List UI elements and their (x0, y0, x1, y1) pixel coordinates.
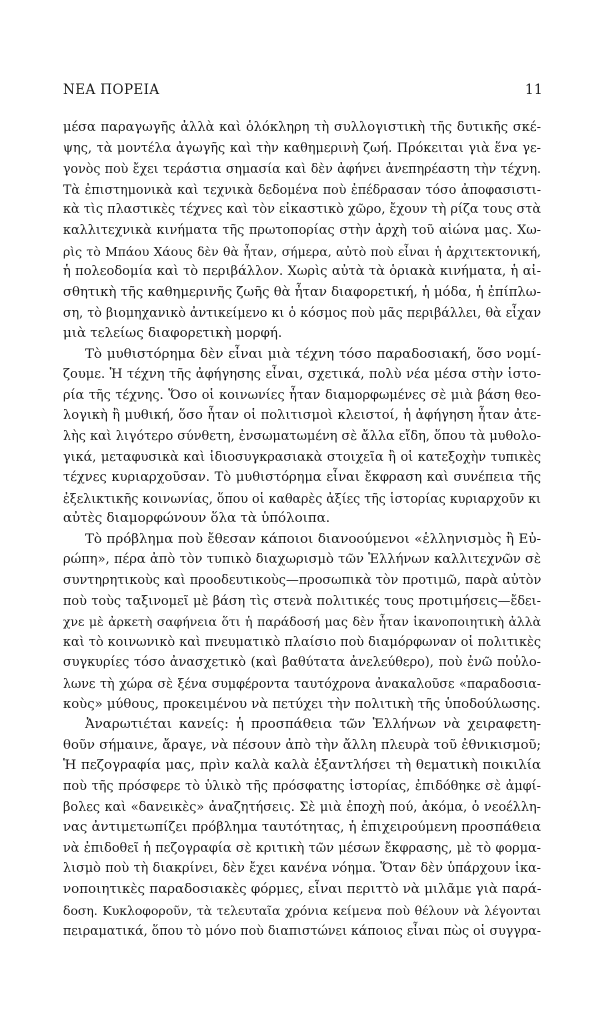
text-line: γικά, μεταφυσικὰ καὶ ἰδιοσυγκρασιακὰ στοιχεῖα ἢ οἱ κατεξοχὴν τυπικὲς (63, 449, 541, 465)
paragraph (63, 118, 541, 345)
text-line: λισμὸ ποὺ τὴ διακρίνει, δὲν ἔχει κανένα νόημα. Ὅταν δὲν ὑπάρχουν ἱκα- (63, 861, 541, 877)
running-head (63, 82, 543, 98)
text-line: ζουμε. Ἡ τέχνη τῆς ἀφήγησης εἶναι, σχετικά, πολὺ νέα μέσα στὴν ἱστο- (63, 367, 541, 383)
text-line: μιὰ τελείως διαφορετικὴ μορφή. (63, 325, 283, 341)
text-line: ρὶς τὸ Μπάου Χάους δὲν θὰ ἦταν, σήμερα, αὐτὸ ποὺ εἶναι ἡ ἀρχιτεκτονική, (63, 243, 541, 259)
text-line: ρώπη», πέρα ἀπὸ τὸν τυπικὸ διαχωρισμὸ τῶν Ἑλλήνων καλλιτεχνῶν σὲ (63, 552, 541, 568)
text-line: κοὺς» μύθους, προκειμένου νὰ πετύχει τὴν πολιτικὴ τῆς ὑποδούλωσης. (63, 696, 541, 712)
text-line: ψης, τὰ μοντέλα ἀγωγῆς καὶ τὴν καθημερινὴ ζωή. Πρόκειται γιὰ ἕνα γε- (63, 140, 541, 156)
text-line: νὰ ἐπιδοθεῖ ἡ πεζογραφία σὲ κριτικὴ τῶν μέσων ἔκφρασης, μὲ τὸ φορμα- (63, 840, 541, 856)
text-line: συγκυρίες τόσο ἀνασχετικὸ (καὶ βαθύτατα ἀνελεύθερο), ποὺ ἐνῶ ποὐλο- (63, 655, 541, 671)
text-line: ποὺ τοὺς ταξινομεῖ μὲ βάση τὶς στενὰ πολιτικές τους προτιμήσεις—ἔδει- (63, 593, 541, 609)
text-line: λὴς καὶ λιγότερο σύνθετη, ἐνσωματωμένη σὲ ἄλλα εἴδη, ὅπου τὰ μυθολο- (63, 428, 541, 444)
text-line: Τὸ μυθιστόρημα δὲν εἶναι μιὰ τέχνη τόσο παραδοσιακή, ὅσο νομί- (85, 346, 541, 362)
text-line: ἐξελικτικῆς κοινωνίας, ὅπου οἱ καθαρὲς ἀξίες τῆς ἱστορίας κυριαρχοῦν κι (63, 490, 541, 506)
text-line: πειραματικά, ὅπου τὸ μόνο ποὺ διαπιστώνει κάποιος εἶναι πὼς οἱ συγγρα- (63, 923, 541, 939)
text-line: δοση. Κυκλοφοροῦν, τὰ τελευταῖα χρόνια κείμενα ποὺ θέλουν νὰ λέγονται (63, 902, 541, 918)
text-line: ση, τὸ βιομηχανικὸ ἀντικείμενο κι ὁ κόσμος ποὺ μᾶς περιβάλλει, θὰ εἶχαν (63, 305, 541, 321)
text-line: ρία τῆς τέχνης. Ὅσο οἱ κοινωνίες ἦταν διαμορφωμένες σὲ μιὰ βάση θεο- (63, 387, 541, 403)
paragraph (63, 715, 541, 942)
text-line: σθητικὴ τῆς καθημερινῆς ζωῆς θὰ ἦταν διαφορετική, ἡ μόδα, ἡ ἐπίπλω- (63, 284, 541, 300)
journal-title: ΝΕΑ ΠΟΡΕΙΑ (63, 82, 160, 98)
text-line: νας ἀντιμετωπίζει πρόβλημα ταυτότητας, ἡ ἐπιχειρούμενη προσπάθεια (63, 820, 541, 836)
text-line: γονὸς ποὺ ἔχει τεράστια σημασία καὶ δὲν ἀφήνει ἀνεπηρέαστη τὴν τέχνη. (63, 161, 541, 177)
text-line: λογικὴ ἢ μυθική, ὅσο ἦταν οἱ πολιτισμοὶ κλειστοί, ἡ ἀφήγηση ἦταν ἀτε- (63, 408, 541, 424)
text-line: Ἡ πεζογραφία μας, πρὶν καλὰ καλὰ ἐξαντλήσει τὴ θεματικὴ ποικιλία (63, 758, 541, 774)
page-number: 11 (525, 82, 543, 98)
text-line: χνε μὲ ἀρκετὴ σαφήνεια ὅτι ἡ παράδοσή μας δὲν ἦταν ἱκανοποιητικὴ ἀλλὰ (63, 614, 541, 630)
text-line: λωνε τὴ χώρα σὲ ξένα συμφέροντα ταυτόχρονα ἀνακαλοῦσε «παραδοσια- (63, 676, 541, 692)
text-line: μέσα παραγωγῆς ἀλλὰ καὶ ὁλόκληρη τὴ συλλογιστικὴ τῆς δυτικῆς σκέ- (63, 120, 541, 135)
body-text (63, 118, 541, 942)
text-line: καλλιτεχνικὰ κινήματα τῆς πρωτοπορίας στὴν ἀρχὴ τοῦ αἰώνα μας. Χω- (63, 222, 541, 238)
text-line: Τὰ ἐπιστημονικὰ καὶ τεχνικὰ δεδομένα ποὺ ἐπέδρασαν τόσο ἀποφασιστι- (63, 181, 541, 197)
text-line: τέχνες κυριαρχοῦσαν. Τὸ μυθιστόρημα εἶναι ἔκφραση καὶ συνέπεια τῆς (63, 470, 541, 486)
text-line: βολες καὶ «δανεικὲς» ἀναζητήσεις. Σὲ μιὰ ἐποχὴ πού, ἀκόμα, ὁ νεοέλλη- (63, 799, 541, 815)
text-line: ποὺ τῆς πρόσφερε τὸ ὑλικὸ τῆς πρόσφατης ἱστορίας, ἐπιδόθηκε σὲ ἀμφί- (63, 779, 541, 794)
text-line: νοποιητικὲς παραδοσιακὲς φόρμες, εἶναι περιττὸ νὰ μιλᾶμε γιὰ παρά- (63, 881, 542, 897)
text-line: ἡ πολεοδομία καὶ τὸ περιβάλλον. Χωρὶς αὐτὰ τὰ ὁριακὰ κινήματα, ἡ αἰ- (63, 264, 541, 280)
text-line: Ἀναρωτιέται κανείς: ἡ προσπάθεια τῶν Ἑλλήνων νὰ χειραφετη- (85, 717, 541, 733)
text-line: Τὸ πρόβλημα ποὺ ἔθεσαν κάποιοι διανοούμενοι «ἑλληνισμὸς ἢ Εὐ- (85, 531, 541, 547)
paragraph (63, 345, 541, 530)
text-line: κὰ τὶς πλαστικὲς τέχνες καὶ τὸν εἰκαστικὸ χῶρο, ἔχουν τὴ ρίζα τους στὰ (63, 202, 541, 218)
text-line: αὐτὲς διαμορφώνουν ὅλα τὰ ὑπόλοιπα. (63, 511, 331, 527)
text-line: συντηρητικοὺς καὶ προοδευτικοὺς—προσωπικὰ τὸν προτιμῶ, παρὰ αὐτὸν (63, 573, 542, 589)
text-line: καὶ τὸ κοινωνικὸ καὶ πνευματικὸ πλαίσιο ποὺ διαμόρφωναν οἱ πολιτικὲς (63, 634, 541, 650)
text-line: θοῦν σήμαινε, ἄραγε, νὰ πέσουν ἀπὸ τὴν ἄλλη πλευρὰ τοῦ ἐθνικισμοῦ; (63, 737, 541, 753)
paragraph (63, 530, 541, 715)
